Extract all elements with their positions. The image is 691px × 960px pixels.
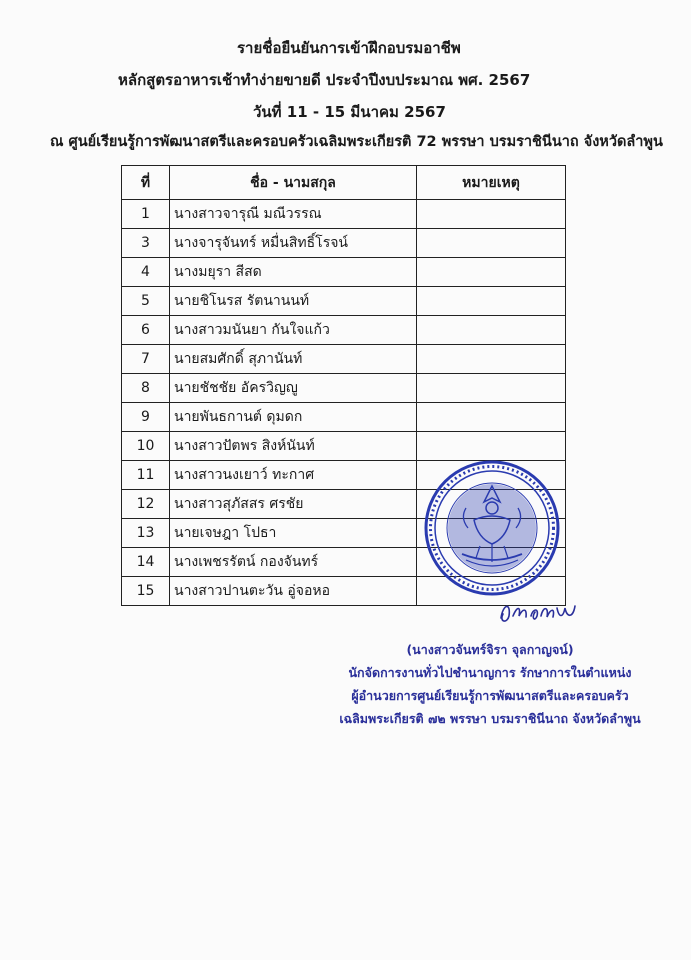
row-name: นายพันธกานต์ ดุมดก: [170, 403, 417, 432]
row-name: นางมยุรา สีสด: [170, 258, 417, 287]
handwritten-signature-icon: [493, 596, 583, 628]
row-name: นางเพชรรัตน์ กองจันทร์: [170, 548, 417, 577]
row-remark: [417, 403, 566, 432]
row-number: 8: [122, 374, 170, 403]
row-name: นายสมศักดิ์ สุภานันท์: [170, 345, 417, 374]
row-name: นายเจษฎา โปธา: [170, 519, 417, 548]
row-number: 15: [122, 577, 170, 606]
row-number: 1: [122, 200, 170, 229]
table-row: [122, 316, 566, 345]
table-row: [122, 374, 566, 403]
row-number: 14: [122, 548, 170, 577]
table-row: [122, 229, 566, 258]
row-number: 6: [122, 316, 170, 345]
row-number: 7: [122, 345, 170, 374]
row-remark: [417, 432, 566, 461]
course-title: หลักสูตรอาหารเช้าทำง่ายขายดี ประจำปีงบประมาณ พศ. 2567: [118, 71, 531, 89]
document-title: รายชื่อยืนยันการเข้าฝึกอบรมอาชีพ: [237, 39, 461, 57]
row-name: นายชัชชัย อัครวิญญู: [170, 374, 417, 403]
row-number: 5: [122, 287, 170, 316]
row-number: 11: [122, 461, 170, 490]
row-number: 3: [122, 229, 170, 258]
row-remark: [417, 229, 566, 258]
row-remark: [417, 258, 566, 287]
row-remark: [417, 200, 566, 229]
row-number: 13: [122, 519, 170, 548]
table-row: [122, 345, 566, 374]
table-row: [122, 200, 566, 229]
row-name: นางสาวปานตะวัน อู่จอหอ: [170, 577, 417, 606]
row-number: 10: [122, 432, 170, 461]
row-name: นางสาวปัตพร สิงห์นันท์: [170, 432, 417, 461]
row-name: นายชิโนรส รัตนานนท์: [170, 287, 417, 316]
row-number: 4: [122, 258, 170, 287]
signatory-org: เฉลิมพระเกียรติ ๗๒ พรรษา บรมราชินีนาถ จังหวัดลำพูน: [339, 711, 641, 726]
official-seal-icon: [422, 458, 562, 598]
header-remark: หมายเหตุ: [417, 166, 566, 200]
row-remark: [417, 345, 566, 374]
row-name: นางจารุจันทร์ หมื่นสิทธิ์โรจน์: [170, 229, 417, 258]
row-remark: [417, 374, 566, 403]
signature-block: [300, 638, 680, 730]
row-name: นางสาวมนันยา กันใจแก้ว: [170, 316, 417, 345]
row-name: นางสาวนงเยาว์ ทะกาศ: [170, 461, 417, 490]
table-row: [122, 432, 566, 461]
training-date: วันที่ 11 - 15 มีนาคม 2567: [253, 103, 446, 121]
row-number: 12: [122, 490, 170, 519]
row-remark: [417, 287, 566, 316]
row-remark: [417, 316, 566, 345]
signatory-position: นักจัดการงานทั่วไปชำนาญการ รักษาการในตำแหน่ง: [348, 665, 632, 680]
signatory-role: ผู้อำนวยการศูนย์เรียนรู้การพัฒนาสตรีและครอบครัว: [351, 688, 629, 703]
table-row: [122, 403, 566, 432]
header-row: [122, 166, 566, 200]
header-name: ชื่อ - นามสกุล: [170, 166, 417, 200]
header-no: ที่: [122, 166, 170, 200]
row-name: นางสาวจารุณี มณีวรรณ: [170, 200, 417, 229]
table-row: [122, 287, 566, 316]
venue: ณ ศูนย์เรียนรู้การพัฒนาสตรีและครอบครัวเฉลิมพระเกียรติ 72 พรรษา บรมราชินีนาถ จังหวัดลำพูน: [50, 134, 663, 150]
row-name: นางสาวสุภัสสร ศรชัย: [170, 490, 417, 519]
row-number: 9: [122, 403, 170, 432]
signatory-name: (นางสาวจันทร์จิรา จุลกาญจน์): [406, 642, 574, 657]
table-row: [122, 258, 566, 287]
